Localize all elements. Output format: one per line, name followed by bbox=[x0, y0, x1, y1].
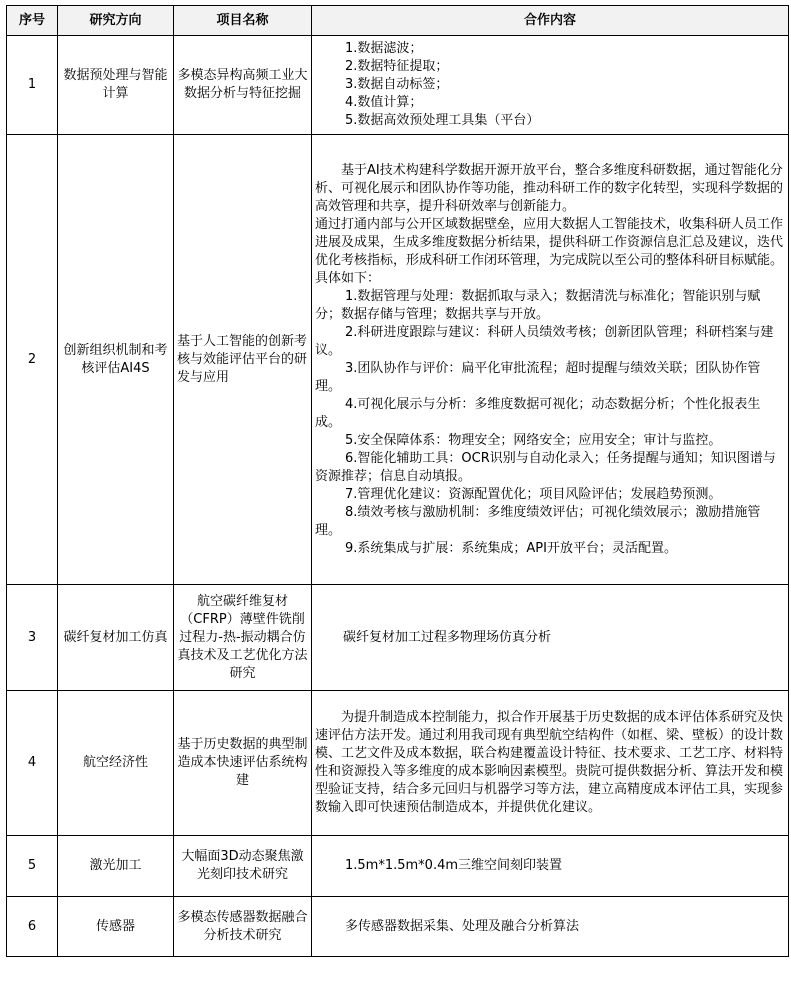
content-item: 4.可视化展示与分析：多维度数据可视化；动态数据分析；个性化报表生成。 bbox=[315, 396, 761, 430]
content-line: 1.5m*1.5m*0.4m三维空间刻印装置 bbox=[345, 858, 563, 873]
row-project: 基于人工智能的创新考核与效能评估平台的研发与应用 bbox=[174, 135, 312, 585]
header-num: 序号 bbox=[7, 6, 58, 36]
row-direction: 创新组织机制和考核评估AI4S bbox=[58, 135, 174, 585]
row-project: 多模态传感器数据融合分析技术研究 bbox=[174, 897, 312, 957]
content-paragraph: 基于AI技术构建科学数据开源开放平台，整合多维度科研数据，通过智能化分析、可视化展示和团队协作等功能，推动科研工作的数字化转型，实现科学数据的高效管理和共享，提升科研效率与创新能力。 bbox=[315, 162, 784, 214]
content-line: 4.数值计算； bbox=[345, 95, 423, 110]
content-line: 1.数据滤波； bbox=[345, 41, 423, 56]
row-num: 6 bbox=[7, 897, 58, 957]
content-item: 3.团队协作与评价：扁平化审批流程；超时提醒与绩效关联；团队协作管理。 bbox=[315, 360, 761, 394]
row-num: 5 bbox=[7, 836, 58, 897]
content-item: 1.数据管理与处理：数据抓取与录入；数据清洗与标准化；智能识别与赋分；数据存储与管理；数据共享与开放。 bbox=[315, 288, 761, 322]
row-num: 4 bbox=[7, 691, 58, 836]
row-project: 基于历史数据的典型制造成本快速评估系统构建 bbox=[174, 691, 312, 836]
row-content bbox=[312, 585, 789, 691]
row-direction: 碳纤复材加工仿真 bbox=[58, 585, 174, 691]
row-content bbox=[312, 135, 789, 585]
content-item: 5.安全保障体系：物理安全；网络安全；应用安全；审计与监控。 bbox=[345, 432, 722, 448]
header-direction: 研究方向 bbox=[58, 6, 174, 36]
row-direction: 数据预处理与智能计算 bbox=[58, 36, 174, 135]
content-paragraph: 为提升制造成本控制能力，拟合作开展基于历史数据的成本评估体系研究及快速评估方法开发。通过利用我司现有典型航空结构件（如框、梁、壁板）的设计数模、工艺文件及成本数据，联合构建覆盖设计特征、技术要求、工艺工序、材料特性和资源投入等多维度的成本影响因素模型。贵院可提供数据分析、算法开发和模型验证支持，结合多元回归与机器学习等方法，建立高精度成本评估工具，实现参数输入即可快速预估制造成本，并提供优化建议。 bbox=[315, 710, 784, 815]
row-content bbox=[312, 691, 789, 836]
table-row bbox=[7, 135, 789, 585]
content-item: 7.管理优化建议：资源配置优化；项目风险评估；发展趋势预测。 bbox=[345, 486, 722, 502]
table-row bbox=[7, 897, 789, 957]
content-line: 碳纤复材加工过程多物理场仿真分析 bbox=[343, 629, 552, 645]
table-row bbox=[7, 36, 789, 135]
cooperation-table bbox=[6, 5, 789, 957]
row-content bbox=[312, 36, 789, 135]
content-paragraph: 通过打通内部与公开区域数据壁垒，应用大数据人工智能技术，收集科研人员工作进展及成果，生成多维度数据分析结果，提供科研工作资源信息汇总及建议，迭代优化考核指标，形成科研工作闭环管理，为完成院以至公司的整体科研目标赋能。具体如下： bbox=[315, 216, 784, 286]
table-row bbox=[7, 585, 789, 691]
row-num: 2 bbox=[7, 135, 58, 585]
row-direction: 传感器 bbox=[58, 897, 174, 957]
row-project: 大幅面3D动态聚焦激光刻印技术研究 bbox=[174, 836, 312, 897]
row-project: 航空碳纤维复材（CFRP）薄壁件铣削过程力-热-振动耦合仿真技术及工艺优化方法研究 bbox=[174, 585, 312, 691]
row-num: 3 bbox=[7, 585, 58, 691]
header-row bbox=[7, 6, 789, 36]
row-num: 1 bbox=[7, 36, 58, 135]
content-item: 8.绩效考核与激励机制：多维度绩效评估；可视化绩效展示；激励措施管理。 bbox=[315, 504, 761, 538]
row-direction: 航空经济性 bbox=[58, 691, 174, 836]
table-row bbox=[7, 691, 789, 836]
row-content bbox=[312, 897, 789, 957]
row-project: 多模态异构高频工业大数据分析与特征挖掘 bbox=[174, 36, 312, 135]
row-content bbox=[312, 836, 789, 897]
content-item: 9.系统集成与扩展：系统集成；API开放平台；灵活配置。 bbox=[345, 540, 677, 556]
content-line: 多传感器数据采集、处理及融合分析算法 bbox=[345, 918, 580, 934]
row-direction: 激光加工 bbox=[58, 836, 174, 897]
content-line: 5.数据高效预处理工具集（平台） bbox=[345, 113, 540, 128]
content-item: 2.科研进度跟踪与建议：科研人员绩效考核；创新团队管理；科研档案与建议。 bbox=[315, 324, 774, 358]
content-item: 6.智能化辅助工具：OCR识别与自动化录入；任务提醒与通知；知识图谱与资源推荐；信息自动填报。 bbox=[315, 450, 776, 484]
table-row bbox=[7, 836, 789, 897]
header-project: 项目名称 bbox=[174, 6, 312, 36]
content-line: 3.数据自动标签； bbox=[345, 77, 449, 92]
header-content: 合作内容 bbox=[312, 6, 789, 36]
content-line: 2.数据特征提取； bbox=[345, 59, 449, 74]
